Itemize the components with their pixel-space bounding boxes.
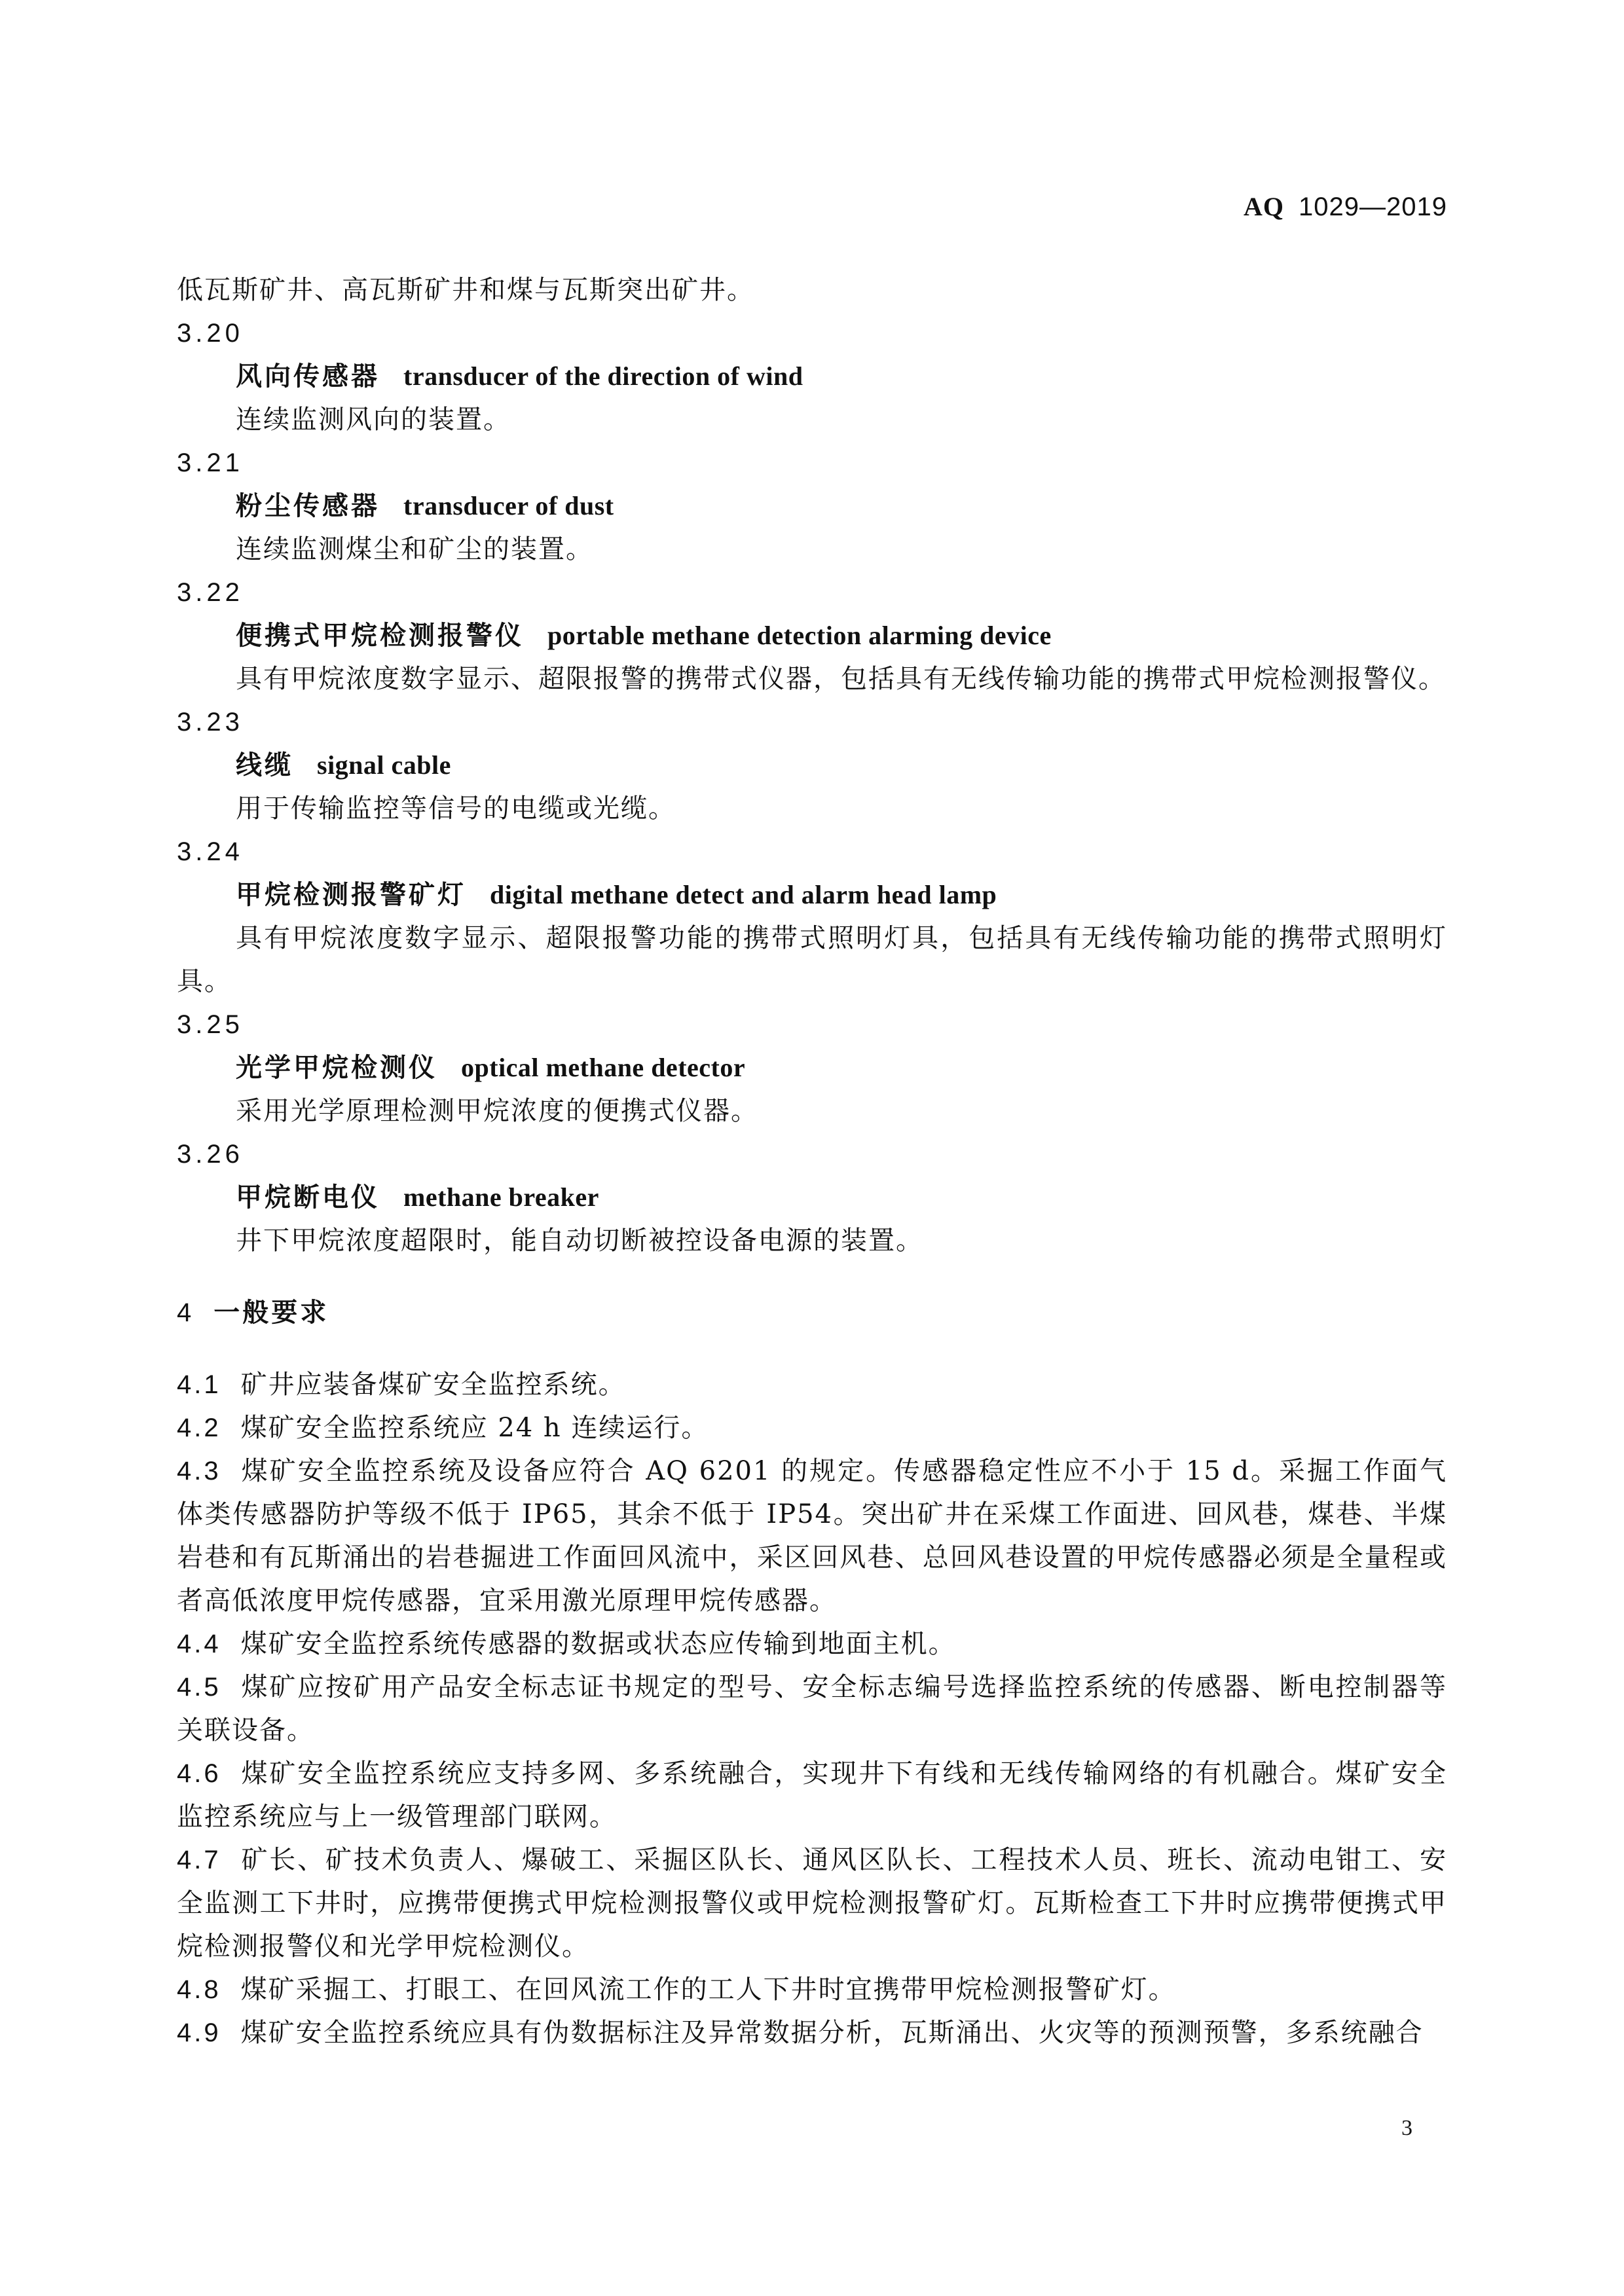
term-en: transducer of the direction of wind <box>403 361 803 391</box>
clause <box>177 1406 1447 1449</box>
term-en: methane breaker <box>403 1182 599 1212</box>
section-number: 4 <box>177 1298 192 1327</box>
standard-code-header <box>1244 191 1447 222</box>
term-heading <box>177 873 1447 917</box>
term-cn: 风向传感器 <box>236 361 380 392</box>
term-number: 3.20 <box>177 319 244 348</box>
term-number: 3.21 <box>177 448 244 477</box>
term-definition: 具有甲烷浓度数字显示、超限报警功能的携带式照明灯具，包括具有无线传输功能的携带式照明灯具。 <box>177 923 1447 996</box>
term-heading <box>177 614 1447 657</box>
term-definition: 采用光学原理检测甲烷浓度的便携式仪器。 <box>236 1096 758 1126</box>
clause <box>177 2011 1447 2054</box>
term-definition: 用于传输监控等信号的电缆或光缆。 <box>236 793 676 824</box>
term-heading <box>177 1176 1447 1219</box>
term-cn: 甲烷检测报警矿灯 <box>236 880 466 910</box>
term-number: 3.26 <box>177 1140 244 1169</box>
clause <box>177 1838 1447 1968</box>
section-heading <box>177 1291 1447 1334</box>
term-heading <box>177 484 1447 528</box>
clause-text: 煤矿安全监控系统应具有伪数据标注及异常数据分析，瓦斯涌出、火灾等的预测预警，多系统融合 <box>240 2018 1424 2048</box>
standard-number: 1029—2019 <box>1299 192 1447 221</box>
clause <box>177 1968 1447 2011</box>
term-cn: 甲烷断电仪 <box>236 1182 380 1212</box>
term-number: 3.24 <box>177 837 244 866</box>
term-en: optical methane detector <box>461 1053 746 1082</box>
clause-number: 4.8 <box>177 1975 221 2004</box>
clause-text: 煤矿采掘工、打眼工、在回风流工作的工人下井时宜携带甲烷检测报警矿灯。 <box>240 1975 1176 2005</box>
term-definition: 连续监测煤尘和矿尘的装置。 <box>236 534 593 564</box>
term-number: 3.22 <box>177 578 244 607</box>
clause-text: 煤矿安全监控系统应支持多网、多系统融合，实现井下有线和无线传输网络的有机融合。煤矿安全监控系统应与上一级管理部门联网。 <box>177 1758 1447 1832</box>
term-heading <box>177 355 1447 398</box>
term-cn: 粉尘传感器 <box>236 491 380 521</box>
term-en: digital methane detect and alarm head lamp <box>490 880 997 909</box>
term-number: 3.25 <box>177 1010 244 1039</box>
term-definition: 具有甲烷浓度数字显示、超限报警的携带式仪器，包括具有无线传输功能的携带式甲烷检测报警仪。 <box>236 664 1446 694</box>
clause-text: 煤矿应按矿用产品安全标志证书规定的型号、安全标志编号选择监控系统的传感器、断电控制器等关联设备。 <box>177 1672 1447 1745</box>
term-definition: 连续监测风向的装置。 <box>236 405 511 435</box>
clause <box>177 1363 1447 1406</box>
clause-number: 4.2 <box>177 1413 221 1442</box>
term-en: portable methane detection alarming device <box>547 621 1052 650</box>
clause <box>177 1752 1447 1838</box>
clause-text: 煤矿安全监控系统及设备应符合 AQ 6201 的规定。传感器稳定性应不小于 15 d。采掘工作面气体类传感器防护等级不低于 IP65，其余不低于 IP54。突出矿井在采煤工作面进、回风巷，煤巷、半煤岩巷和有瓦斯涌出的岩巷掘进工作面回风流中，采区回风巷、总回风巷设置的甲烷传感器必须是全量程或者高低浓度甲烷传感器，宜采用激光原理甲烷传感器。 <box>177 1456 1447 1616</box>
continuation-text: 低瓦斯矿井、高瓦斯矿井和煤与瓦斯突出矿井。 <box>177 275 754 305</box>
clause-number: 4.4 <box>177 1630 221 1658</box>
term-cn: 光学甲烷检测仪 <box>236 1053 437 1083</box>
clause-number: 4.7 <box>177 1846 221 1874</box>
clause-number: 4.3 <box>177 1457 221 1485</box>
clause-number: 4.6 <box>177 1759 221 1788</box>
clause-number: 4.9 <box>177 2018 221 2047</box>
term-cn: 线缆 <box>236 750 293 780</box>
clause-number: 4.1 <box>177 1370 221 1399</box>
term-definition: 井下甲烷浓度超限时，能自动切断被控设备电源的装置。 <box>236 1226 923 1256</box>
clause <box>177 1449 1447 1622</box>
clause-text: 矿井应装备煤矿安全监控系统。 <box>240 1370 626 1400</box>
clause-text: 煤矿安全监控系统应 24 h 连续运行。 <box>240 1413 709 1443</box>
clause <box>177 1622 1447 1666</box>
term-heading <box>177 1046 1447 1089</box>
clause-number: 4.5 <box>177 1673 221 1702</box>
page-number: 3 <box>1401 2116 1412 2140</box>
standard-prefix: AQ <box>1244 192 1285 221</box>
body-content <box>177 268 1447 2054</box>
clause-text: 矿长、矿技术负责人、爆破工、采掘区队长、通风区队长、工程技术人员、班长、流动电钳工、安全监测工下井时，应携带便携式甲烷检测报警仪或甲烷检测报警矿灯。瓦斯检查工下井时应携带便携式甲烷检测报警仪和光学甲烷检测仪。 <box>177 1845 1447 1961</box>
term-en: signal cable <box>317 750 451 780</box>
clause-text: 煤矿安全监控系统传感器的数据或状态应传输到地面主机。 <box>240 1629 956 1659</box>
clause <box>177 1666 1447 1752</box>
term-heading <box>177 744 1447 787</box>
term-cn: 便携式甲烷检测报警仪 <box>236 621 524 651</box>
section-title: 一般要求 <box>213 1298 329 1328</box>
term-number: 3.23 <box>177 708 244 737</box>
term-en: transducer of dust <box>403 491 614 520</box>
